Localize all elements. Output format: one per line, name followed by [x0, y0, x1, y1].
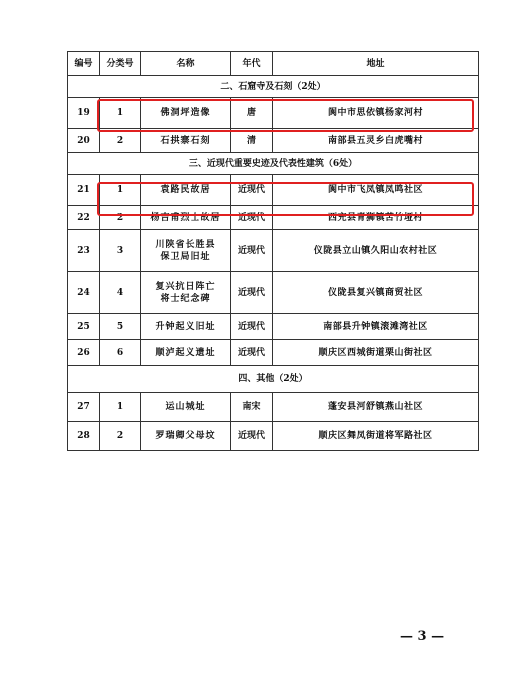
table-row — [68, 272, 479, 314]
cell-class-number: 4 — [100, 272, 141, 314]
cell-era: 近现代 — [231, 314, 273, 340]
header-number: 编号 — [68, 52, 100, 76]
header-address: 地址 — [273, 52, 479, 76]
cell-number: 26 — [68, 340, 100, 366]
header-era: 年代 — [231, 52, 273, 76]
cell-era: 近现代 — [231, 175, 273, 206]
cell-address: 阆中市飞凤镇凤鸣社区 — [273, 175, 479, 206]
cell-class-number: 5 — [100, 314, 141, 340]
cell-name: 罗瑞卿父母坟 — [141, 422, 231, 451]
cell-name: 顺泸起义遗址 — [141, 340, 231, 366]
table-row — [68, 314, 479, 340]
cell-era: 近现代 — [231, 230, 273, 272]
cell-era: 近现代 — [231, 206, 273, 230]
cell-era: 近现代 — [231, 272, 273, 314]
cell-address: 南部县升钟镇滚滩湾社区 — [273, 314, 479, 340]
cell-era: 清 — [231, 129, 273, 153]
cell-name: 袁路民故居 — [141, 175, 231, 206]
highlight-box-row-21 — [97, 182, 474, 216]
cell-address: 仪陇县立山镇久阳山农村社区 — [273, 230, 479, 272]
cell-era: 近现代 — [231, 340, 273, 366]
cell-name-line-2: 保卫局旧址 — [160, 251, 211, 262]
cell-number: 23 — [68, 230, 100, 272]
table-row — [68, 422, 479, 451]
cell-number: 20 — [68, 129, 100, 153]
cell-class-number: 1 — [100, 175, 141, 206]
table-row — [68, 393, 479, 422]
highlight-box-row-19 — [97, 99, 474, 132]
cell-number: 24 — [68, 272, 100, 314]
cell-class-number: 1 — [100, 393, 141, 422]
table-row — [68, 129, 479, 153]
cell-class-number: 2 — [100, 422, 141, 451]
section-row — [68, 366, 479, 393]
cell-name: 杨吉甫烈士故居 — [141, 206, 231, 230]
cell-address: 南部县五灵乡白虎嘴村 — [273, 129, 479, 153]
cell-class-number: 2 — [100, 129, 141, 153]
cell-class-number: 2 — [100, 206, 141, 230]
cell-address: 顺庆区西城街道栗山街社区 — [273, 340, 479, 366]
section-title: 二、石窟寺及石刻（2处） — [68, 76, 479, 98]
section-row — [68, 76, 479, 98]
cell-number: 19 — [68, 98, 100, 129]
cell-name: 升钟起义旧址 — [141, 314, 231, 340]
cell-number: 27 — [68, 393, 100, 422]
cell-name-line-1: 川陕省长胜县 — [155, 239, 216, 250]
header-name: 名称 — [141, 52, 231, 76]
cell-name: 佛洞坪造像 — [141, 98, 231, 129]
table-header-row — [68, 52, 479, 76]
section-title: 四、其他（2处） — [68, 366, 479, 393]
table-row — [68, 230, 479, 272]
cell-address: 蓬安县河舒镇燕山社区 — [273, 393, 479, 422]
page-number: — 3 — — [400, 629, 445, 644]
header-class-number: 分类号 — [100, 52, 141, 76]
cell-number: 28 — [68, 422, 100, 451]
cell-class-number: 1 — [100, 98, 141, 129]
cell-era: 南宋 — [231, 393, 273, 422]
cell-name: 石拱寨石刻 — [141, 129, 231, 153]
cell-number: 22 — [68, 206, 100, 230]
cell-name: 运山城址 — [141, 393, 231, 422]
cell-class-number: 3 — [100, 230, 141, 272]
cell-name-line-1: 复兴抗日阵亡 — [155, 281, 216, 292]
cell-era: 唐 — [231, 98, 273, 129]
cell-era: 近现代 — [231, 422, 273, 451]
cell-address: 仪陇县复兴镇商贸社区 — [273, 272, 479, 314]
cell-name-line-2: 将士纪念碑 — [160, 293, 211, 304]
cell-address: 西充县青狮镇苦竹垭村 — [273, 206, 479, 230]
cell-name — [141, 272, 231, 314]
section-row — [68, 153, 479, 175]
cell-number: 21 — [68, 175, 100, 206]
cell-number: 25 — [68, 314, 100, 340]
table-row — [68, 340, 479, 366]
section-title: 三、近现代重要史迹及代表性建筑（6处） — [68, 153, 479, 175]
cell-name — [141, 230, 231, 272]
cell-class-number: 6 — [100, 340, 141, 366]
cell-address: 顺庆区舞凤街道将军路社区 — [273, 422, 479, 451]
cell-address: 阆中市思依镇杨家河村 — [273, 98, 479, 129]
